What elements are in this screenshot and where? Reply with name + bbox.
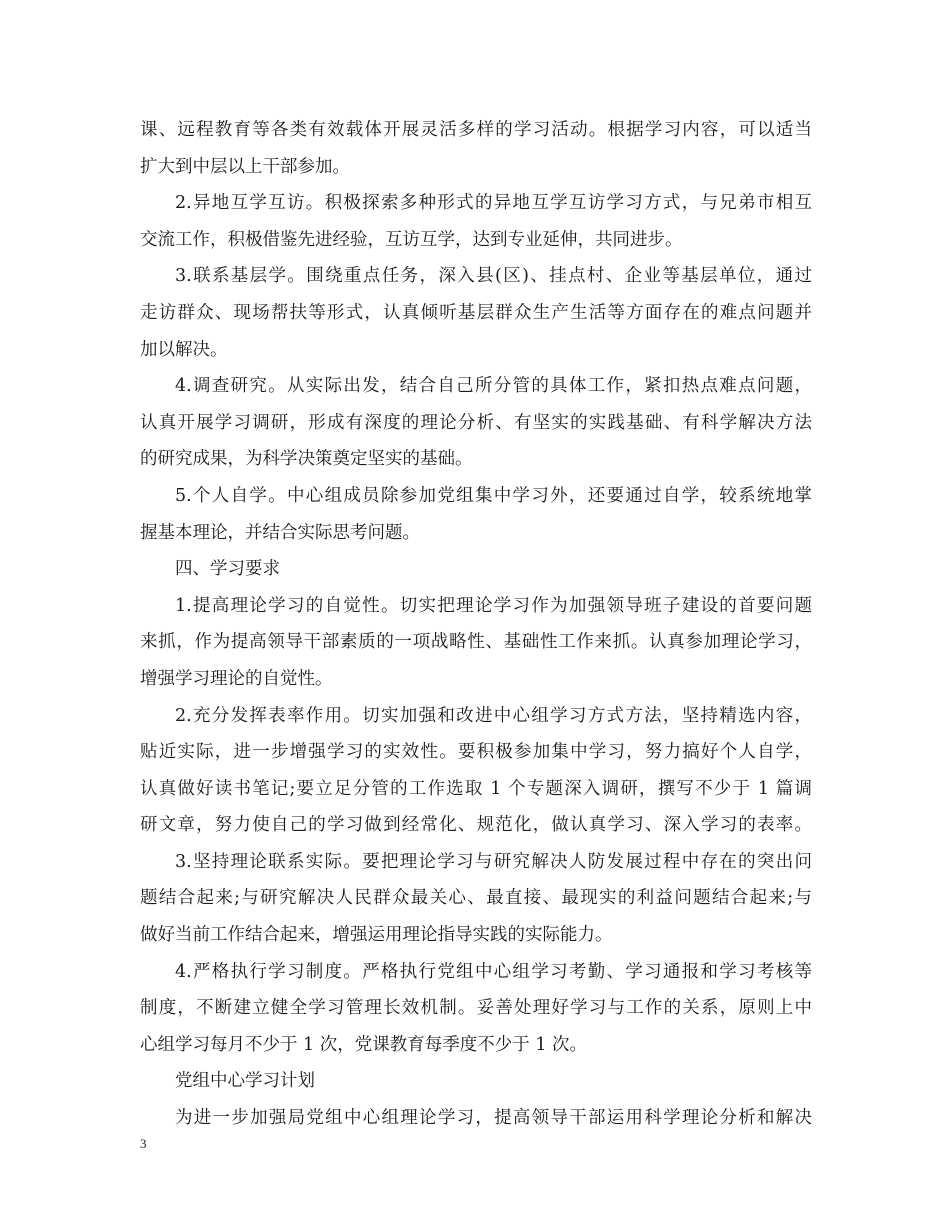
text-line: 党组中心学习计划 [175, 1071, 315, 1092]
text-line: 3.联系基层学。围绕重点任务，深入县(区)、挂点村、企业等基层单位，通过 [175, 266, 812, 287]
text-line: 4.调查研究。从实际出发，结合自己所分管的具体工作，紧扣热点难点问题， [175, 376, 812, 397]
text-line: 的研究成果，为科学决策奠定坚实的基础。 [140, 449, 473, 470]
text-line: 增强学习理论的自觉性。 [140, 668, 333, 689]
text-line: 心组学习每月不少于 1 次，党课教育每季度不少于 1 次。 [140, 1034, 588, 1055]
text-line: 2.充分发挥表率作用。切实加强和改进中心组学习方式方法，坚持精选内容， [175, 705, 812, 726]
text-line: 认真开展学习调研，形成有深度的理论分析、有坚实的实践基础、有科学解决方法 [140, 412, 812, 433]
page-number: 3 [140, 1136, 147, 1151]
text-line: 握基本理论，并结合实际思考问题。 [140, 522, 420, 543]
text-line: 制度，不断建立健全学习管理长效机制。妥善处理好学习与工作的关系，原则上中 [140, 998, 812, 1019]
text-line: 做好当前工作结合起来，增强运用理论指导实践的实际能力。 [140, 925, 613, 946]
text-line: 4.严格执行学习制度。严格执行党组中心组学习考勤、学习通报和学习考核等 [175, 961, 812, 982]
text-line: 2.异地互学互访。积极探索多种形式的异地互学互访学习方式，与兄弟市相互 [175, 193, 812, 214]
text-line: 研文章，努力使自己的学习做到经常化、规范化，做认真学习、深入学习的表率。 [140, 815, 812, 836]
text-line: 交流工作，积极借鉴先进经验，互访互学，达到专业延伸，共同进步。 [140, 229, 683, 250]
text-line: 课、远程教育等各类有效载体开展灵活多样的学习活动。根据学习内容，可以适当 [140, 120, 812, 140]
text-line: 3.坚持理论联系实际。要把理论学习与研究解决人防发展过程中存在的突出问 [175, 851, 812, 872]
text-line: 来抓，作为提高领导干部素质的一项战略性、基础性工作来抓。认真参加理论学习， [140, 632, 812, 653]
text-line: 认真做好读书笔记;要立足分管的工作选取 1 个专题深入调研，撰写不少于 1 篇调 [140, 778, 812, 799]
text-line: 为进一步加强局党组中心组理论学习，提高领导干部运用科学理论分析和解决 [175, 1108, 812, 1129]
text-line: 贴近实际，进一步增强学习的实效性。要积极参加集中学习，努力搞好个人自学， [140, 742, 812, 763]
text-line: 1.提高理论学习的自觉性。切实把理论学习作为加强领导班子建设的首要问题 [175, 595, 812, 616]
text-line: 5.个人自学。中心组成员除参加党组集中学习外，还要通过自学，较系统地掌 [175, 485, 812, 506]
text-line: 四、学习要求 [175, 559, 280, 580]
text-line: 题结合起来;与研究解决人民群众最关心、最直接、最现实的利益问题结合起来;与 [140, 888, 812, 909]
text-line: 加以解决。 [140, 339, 228, 360]
text-line: 走访群众、现场帮扶等形式，认真倾听基层群众生产生活等方面存在的难点问题并 [140, 302, 812, 323]
document-body [140, 112, 812, 1137]
text-line: 扩大到中层以上干部参加。 [140, 156, 350, 177]
